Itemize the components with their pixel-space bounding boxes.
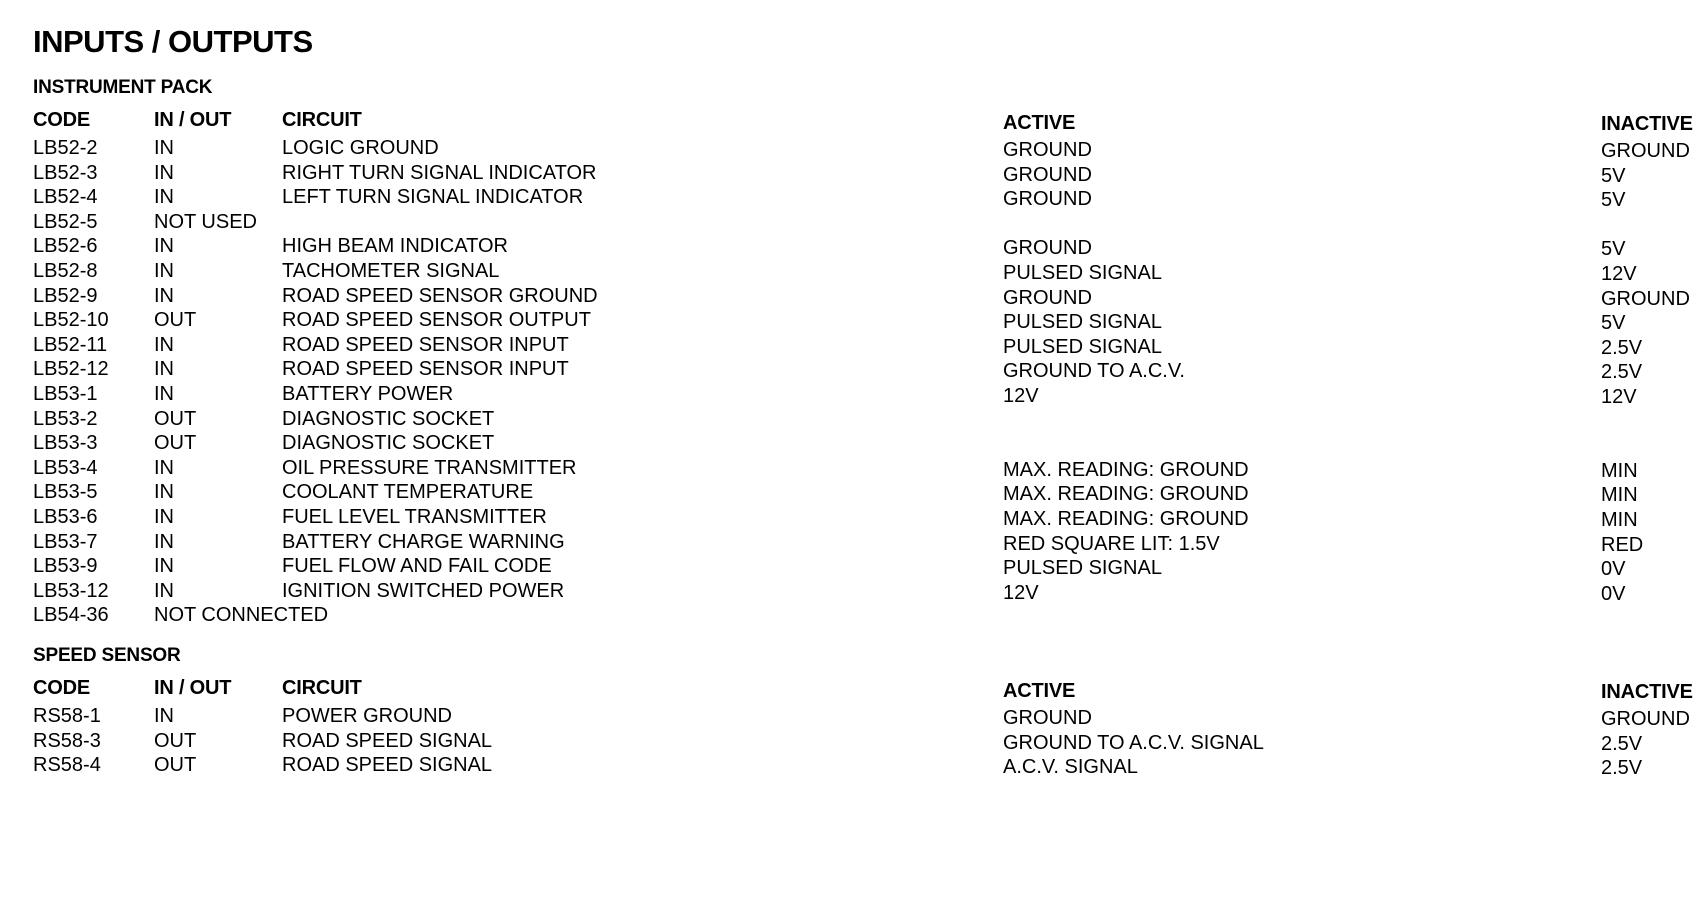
cell-inactive: 2.5V <box>1601 757 1643 780</box>
cell-circuit: OIL PRESSURE TRANSMITTER <box>282 456 577 479</box>
cell-in-out: IN <box>154 705 174 727</box>
table-header-row <box>0 677 1693 703</box>
cell-in-out: IN <box>154 333 174 356</box>
cell-inactive: GROUND <box>1601 140 1690 162</box>
column-header-circuit: CIRCUIT <box>282 109 362 131</box>
cell-circuit: ROAD SPEED SENSOR INPUT <box>282 333 569 356</box>
cell-active: MAX. READING: GROUND <box>1003 458 1249 481</box>
cell-active: GROUND <box>1003 237 1092 260</box>
cell-circuit: ROAD SPEED SENSOR OUTPUT <box>282 309 591 332</box>
column-header-active: ACTIVE <box>1003 112 1076 134</box>
cell-circuit: HIGH BEAM INDICATOR <box>282 235 508 258</box>
cell-circuit: IGNITION SWITCHED POWER <box>282 579 565 602</box>
table-row <box>0 481 1648 505</box>
cell-active: MAX. READING: GROUND <box>1003 483 1249 506</box>
page-title: INPUTS / OUTPUTS <box>33 24 313 59</box>
table-row <box>0 754 1648 778</box>
cell-in-out: IN <box>154 161 174 184</box>
column-header-circuit: CIRCUIT <box>282 677 362 699</box>
cell-code: LB52-4 <box>33 186 98 209</box>
cell-circuit: BATTERY CHARGE WARNING <box>282 530 565 553</box>
cell-code: LB52-10 <box>33 309 109 332</box>
cell-circuit: RIGHT TURN SIGNAL INDICATOR <box>282 161 597 184</box>
cell-in-out: IN <box>154 260 174 282</box>
column-header-inactive: INACTIVE <box>1601 681 1693 703</box>
cell-code: LB54-36 <box>33 604 109 627</box>
cell-circuit: DIAGNOSTIC SOCKET <box>282 407 495 430</box>
cell-code: LB53-4 <box>33 456 98 479</box>
cell-inactive: 0V <box>1601 558 1626 581</box>
cell-active: GROUND <box>1003 139 1092 161</box>
cell-circuit: DIAGNOSTIC SOCKET <box>282 432 495 455</box>
cell-in-out: IN <box>154 481 174 504</box>
cell-inactive: 2.5V <box>1601 336 1643 359</box>
cell-in-out: OUT <box>154 754 197 777</box>
cell-active: RED SQUARE LIT: 1.5V <box>1003 532 1220 555</box>
cell-in-out: IN <box>154 284 174 307</box>
column-header-code: CODE <box>33 109 90 131</box>
cell-inactive: GROUND <box>1601 708 1690 730</box>
table-row <box>0 408 1648 432</box>
section-title: INSTRUMENT PACK <box>33 77 213 98</box>
cell-active: PULSED SIGNAL <box>1003 557 1162 580</box>
cell-code: LB53-6 <box>33 506 98 528</box>
cell-active: 12V <box>1003 581 1039 604</box>
cell-code: LB52-2 <box>33 137 98 159</box>
cell-in-out: IN <box>154 506 174 528</box>
cell-inactive: 12V <box>1601 386 1637 408</box>
cell-inactive: MIN <box>1601 509 1638 531</box>
cell-inactive: GROUND <box>1601 287 1690 310</box>
cell-in-out: IN <box>154 530 174 553</box>
table-row <box>0 162 1648 186</box>
cell-in-out: IN <box>154 186 174 209</box>
cell-inactive: 12V <box>1601 263 1637 285</box>
cell-circuit: FUEL FLOW AND FAIL CODE <box>282 555 552 578</box>
cell-circuit: BATTERY POWER <box>282 383 454 405</box>
cell-active: PULSED SIGNAL <box>1003 311 1162 334</box>
table-row <box>0 309 1648 333</box>
cell-code: LB53-5 <box>33 481 98 504</box>
column-header-inactive: INACTIVE <box>1601 113 1693 135</box>
cell-code: RS58-1 <box>33 705 101 727</box>
cell-code: LB52-3 <box>33 161 98 184</box>
cell-in-out: IN <box>154 235 174 258</box>
cell-code: LB53-3 <box>33 432 98 455</box>
cell-code: LB52-6 <box>33 235 98 258</box>
cell-in-out: OUT <box>154 407 197 430</box>
cell-in-out: IN <box>154 358 174 381</box>
cell-active: PULSED SIGNAL <box>1003 335 1162 358</box>
cell-inactive: 0V <box>1601 582 1626 605</box>
cell-active: GROUND <box>1003 707 1092 729</box>
cell-in-out: IN <box>154 383 174 405</box>
table-row <box>0 705 1690 730</box>
cell-inactive: 2.5V <box>1601 732 1643 755</box>
cell-circuit: ROAD SPEED SENSOR INPUT <box>282 358 569 381</box>
cell-active: 12V <box>1003 385 1039 407</box>
cell-circuit: TACHOMETER SIGNAL <box>282 260 500 282</box>
cell-code: LB52-9 <box>33 284 98 307</box>
cell-circuit: COOLANT TEMPERATURE <box>282 481 534 504</box>
cell-inactive: 2.5V <box>1601 361 1643 384</box>
table-row <box>0 580 1648 604</box>
column-header-in-out: IN / OUT <box>154 677 232 699</box>
table-row <box>0 506 1648 530</box>
cell-code: LB53-12 <box>33 579 109 602</box>
cell-code: LB52-11 <box>33 333 108 356</box>
table-header-row <box>0 109 1693 135</box>
cell-circuit: POWER GROUND <box>282 705 452 727</box>
column-header-in-out: IN / OUT <box>154 109 232 131</box>
column-header-code: CODE <box>33 677 90 699</box>
cell-in-out: IN <box>154 579 174 602</box>
cell-inactive: MIN <box>1601 459 1638 482</box>
cell-code: LB52-8 <box>33 260 98 282</box>
cell-code: LB53-2 <box>33 407 98 430</box>
table-row <box>0 531 1648 555</box>
cell-inactive: RED <box>1601 533 1644 556</box>
column-header-active: ACTIVE <box>1003 680 1076 702</box>
cell-in-out: OUT <box>154 432 197 455</box>
table-row <box>0 555 1648 579</box>
table-row <box>0 457 1648 481</box>
cell-circuit: FUEL LEVEL TRANSMITTER <box>282 506 547 528</box>
cell-code: LB52-5 <box>33 210 98 233</box>
cell-inactive: 5V <box>1601 238 1626 261</box>
table-row <box>0 358 1648 382</box>
table-row <box>0 186 1648 210</box>
table-row <box>0 604 1648 628</box>
cell-in-out: OUT <box>154 309 197 332</box>
cell-code: LB53-7 <box>33 530 98 553</box>
cell-inactive: 5V <box>1601 312 1626 335</box>
table-row <box>0 137 1690 162</box>
cell-in-out: NOT CONNECTED <box>154 604 329 627</box>
cell-in-out: IN <box>154 456 174 479</box>
table-row <box>0 383 1648 407</box>
table-row <box>0 284 1690 310</box>
cell-active: GROUND TO A.C.V. <box>1003 360 1185 383</box>
cell-active: GROUND <box>1003 163 1092 186</box>
section-title: SPEED SENSOR <box>33 645 181 666</box>
table-row <box>0 730 1648 754</box>
cell-circuit: ROAD SPEED SIGNAL <box>282 729 493 752</box>
table-row <box>0 334 1648 358</box>
cell-in-out: IN <box>154 555 174 578</box>
cell-active: GROUND <box>1003 286 1092 309</box>
cell-circuit: ROAD SPEED SENSOR GROUND <box>282 284 598 307</box>
cell-code: LB53-1 <box>33 383 98 405</box>
cell-code: LB52-12 <box>33 358 109 381</box>
cell-in-out: NOT USED <box>154 210 257 233</box>
cell-inactive: 5V <box>1601 164 1626 187</box>
table-row <box>0 260 1648 284</box>
table-row <box>0 432 1648 456</box>
table-row <box>0 235 1648 259</box>
cell-circuit: LOGIC GROUND <box>282 137 439 159</box>
cell-active: MAX. READING: GROUND <box>1003 508 1249 530</box>
cell-circuit: LEFT TURN SIGNAL INDICATOR <box>282 186 584 209</box>
cell-in-out: IN <box>154 137 174 159</box>
table-row <box>0 211 1648 235</box>
cell-code: LB53-9 <box>33 555 98 578</box>
cell-active: GROUND TO A.C.V. SIGNAL <box>1003 731 1264 754</box>
cell-code: RS58-4 <box>33 754 101 777</box>
cell-active: PULSED SIGNAL <box>1003 262 1162 284</box>
cell-inactive: 5V <box>1601 189 1626 212</box>
cell-active: A.C.V. SIGNAL <box>1003 756 1138 779</box>
cell-code: RS58-3 <box>33 729 101 752</box>
cell-active: GROUND <box>1003 188 1092 211</box>
cell-circuit: ROAD SPEED SIGNAL <box>282 754 493 777</box>
cell-inactive: MIN <box>1601 484 1638 507</box>
cell-in-out: OUT <box>154 729 197 752</box>
